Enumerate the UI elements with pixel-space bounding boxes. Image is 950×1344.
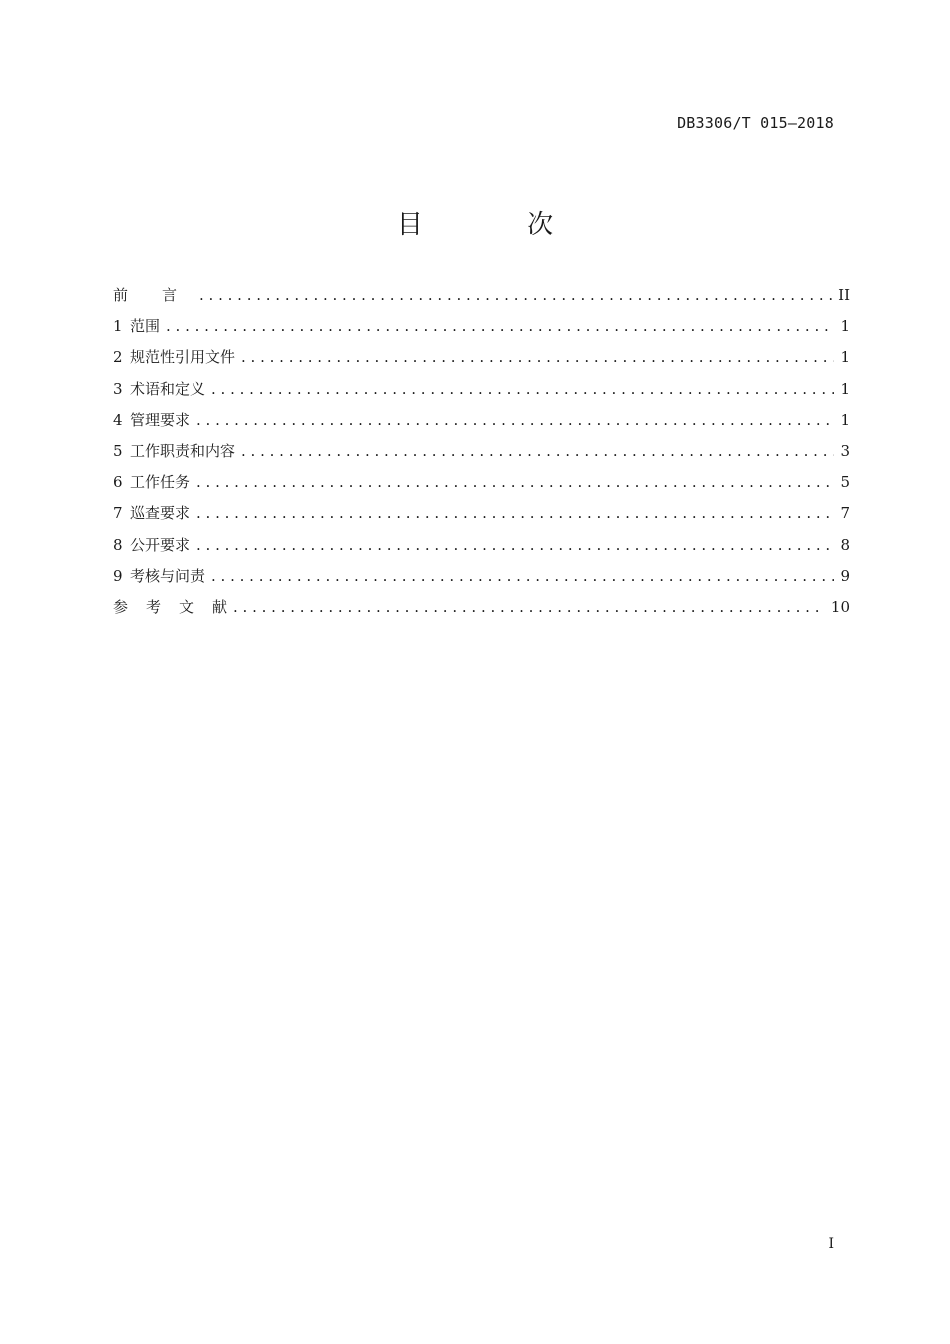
toc-entry-number: 7 bbox=[113, 504, 123, 523]
toc-entry-page: 5 bbox=[840, 473, 850, 492]
dot-leader bbox=[199, 286, 832, 304]
toc-entry-label: 参考文献 bbox=[113, 597, 246, 616]
toc-entry-page: 8 bbox=[840, 535, 850, 554]
toc-entry-label: 工作任务 bbox=[130, 473, 191, 492]
toc-entry-number: 3 bbox=[113, 379, 123, 398]
toc-entry-assessment-accountability[interactable] bbox=[113, 565, 850, 596]
toc-entry-terms-definitions[interactable] bbox=[113, 378, 850, 409]
toc-entry-bibliography[interactable] bbox=[113, 596, 850, 627]
table-of-contents bbox=[113, 284, 850, 627]
page-number: I bbox=[828, 1236, 834, 1252]
dot-leader bbox=[196, 504, 834, 522]
toc-entry-number: 1 bbox=[113, 317, 123, 336]
toc-entry-page: 1 bbox=[840, 379, 850, 398]
toc-entry-label: 前言 bbox=[113, 286, 212, 304]
toc-entry-inspection-requirements[interactable] bbox=[113, 502, 850, 533]
toc-title: 目 次 bbox=[396, 210, 602, 240]
toc-entry-number: 4 bbox=[113, 410, 123, 429]
dot-leader bbox=[211, 380, 834, 398]
dot-leader bbox=[241, 348, 834, 366]
dot-leader bbox=[241, 442, 834, 460]
toc-entry-normative-references[interactable] bbox=[113, 346, 850, 377]
toc-entry-foreword[interactable] bbox=[113, 284, 850, 315]
toc-entry-number: 6 bbox=[113, 473, 123, 492]
toc-entry-work-tasks[interactable] bbox=[113, 471, 850, 502]
toc-entry-label: 术语和定义 bbox=[130, 379, 206, 398]
dot-leader bbox=[196, 536, 834, 554]
toc-entry-page: 3 bbox=[840, 441, 850, 460]
toc-entry-page: 7 bbox=[840, 504, 850, 523]
toc-entry-management-requirements[interactable] bbox=[113, 409, 850, 440]
toc-entry-number: 5 bbox=[113, 441, 123, 460]
toc-entry-label: 范围 bbox=[130, 317, 161, 336]
dot-leader bbox=[166, 317, 834, 335]
toc-entry-page: 1 bbox=[840, 317, 850, 336]
toc-entry-label: 管理要求 bbox=[130, 410, 191, 429]
toc-entry-label: 巡查要求 bbox=[130, 504, 191, 523]
toc-entry-page: 1 bbox=[840, 410, 850, 429]
toc-entry-number: 8 bbox=[113, 535, 123, 554]
toc-entry-number: 2 bbox=[113, 348, 123, 367]
toc-entry-page: II bbox=[838, 286, 850, 304]
toc-entry-label: 考核与问责 bbox=[130, 566, 206, 585]
dot-leader bbox=[196, 473, 834, 491]
toc-entry-scope[interactable] bbox=[113, 315, 850, 346]
toc-entry-page: 10 bbox=[830, 597, 850, 616]
toc-entry-page: 9 bbox=[840, 566, 850, 585]
toc-entry-label: 公开要求 bbox=[130, 535, 191, 554]
toc-entry-number: 9 bbox=[113, 566, 123, 585]
dot-leader bbox=[233, 598, 825, 616]
dot-leader bbox=[211, 567, 834, 585]
dot-leader bbox=[196, 411, 834, 429]
toc-entry-disclosure-requirements[interactable] bbox=[113, 534, 850, 565]
toc-entry-label: 规范性引用文件 bbox=[130, 348, 236, 367]
toc-entry-duties-content[interactable] bbox=[113, 440, 850, 471]
toc-entry-label: 工作职责和内容 bbox=[130, 441, 236, 460]
toc-entry-page: 1 bbox=[840, 348, 850, 367]
document-code: DB3306/T 015—2018 bbox=[677, 114, 834, 132]
